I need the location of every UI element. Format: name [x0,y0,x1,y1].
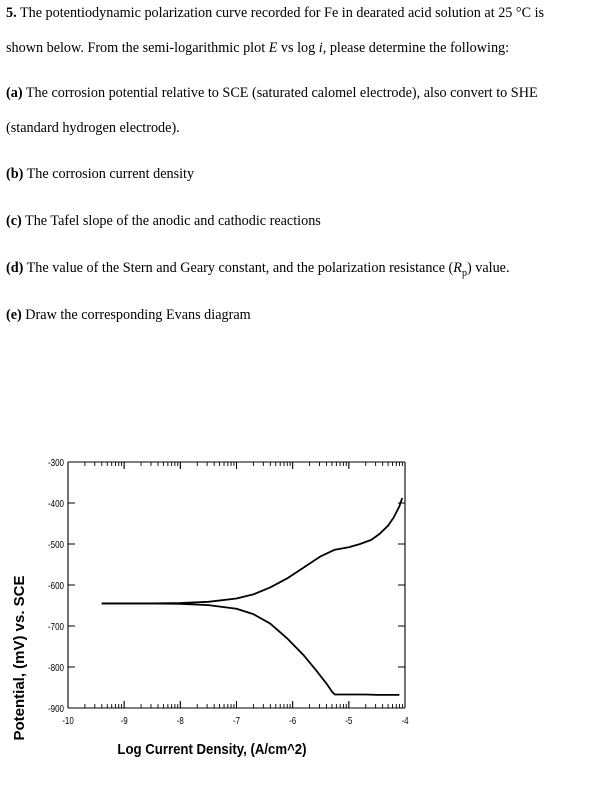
var-i: i [318,40,323,56]
stem-text-line1: The potentiodynamic polarization curve recorded for Fe in dearated acid solution at 25 °C is [19,5,545,21]
part-a-label: (a) [6,85,23,101]
x-tick-label: -9 [120,715,128,727]
part-c [6,210,595,232]
y-tick-label: -600 [48,580,64,592]
question-stem-line2 [6,37,595,59]
part-d-label: (d) [6,260,24,276]
part-c-text: The Tafel slope of the anodic and cathodic reactions [25,213,321,229]
question-number: 5. [6,5,17,21]
question-stem-line1 [6,2,595,24]
x-tick-label: -6 [289,715,297,727]
part-e-label: (e) [6,307,22,323]
y-tick-label: -800 [48,662,64,674]
x-tick-label: -8 [176,715,184,727]
var-rp-subscript: p [461,267,467,279]
stem-text-line2-pre: shown below. From the semi-logarithmic plot [6,40,266,56]
polarization-chart [0,440,607,780]
part-a-line2 [6,117,595,139]
x-tick-label: -7 [232,715,241,727]
part-b [6,163,595,185]
part-e-text: Draw the corresponding Evans diagram [25,307,251,323]
x-tick-label: -4 [401,715,409,727]
stem-vs-log: vs log [280,40,316,56]
y-tick-label: -900 [48,703,64,715]
anodic-branch-line [102,498,402,603]
part-b-label: (b) [6,166,24,182]
y-axis-title: Potential, (mV) vs. SCE [11,575,28,741]
x-tick-label: -10 [62,715,74,727]
part-c-label: (c) [6,213,22,229]
x-axis-title: Log Current Density, (A/cm^2) [117,740,307,758]
part-d-text-pre: The value of the Stern and Geary constant, and the polarization resistance ( [26,260,454,276]
y-tick-label: -300 [48,457,64,469]
y-tick-label: -500 [48,539,64,551]
part-b-text: The corrosion current density [26,166,195,182]
part-a-line1 [6,82,595,104]
x-tick-label: -5 [345,715,353,727]
y-tick-label: -400 [48,498,64,510]
part-d [6,257,595,285]
part-d-text-post: ) value. [466,260,510,276]
y-tick-label: -700 [48,621,64,633]
cathodic-branch-line [102,603,400,694]
var-rp: R [453,260,462,276]
var-e: E [268,40,278,56]
part-a-text-line2: (standard hydrogen electrode). [6,120,180,136]
part-e [6,304,595,326]
stem-text-line2-post: , please determine the following: [322,40,510,56]
part-a-text-line1: The corrosion potential relative to SCE (saturated calomel electrode), also convert to SHE [25,85,538,101]
